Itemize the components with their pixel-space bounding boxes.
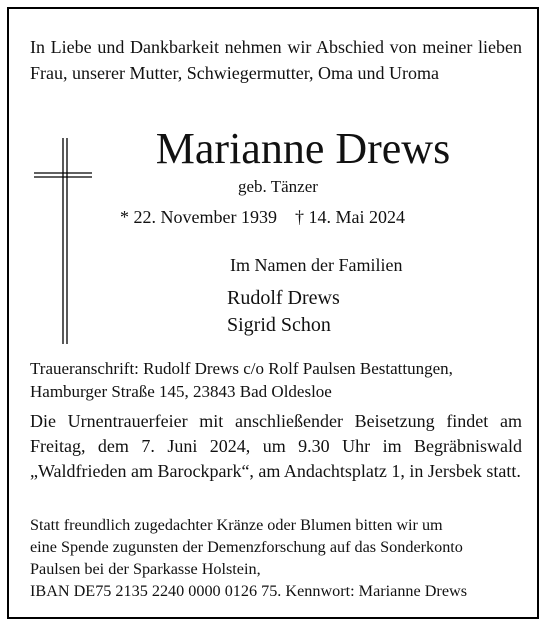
birth-date: * 22. November 1939 xyxy=(120,207,277,227)
intro-text: In Liebe und Dankbarkeit nehmen wir Abschied von meiner lieben Frau, unserer Mutter, Schwiegermutter, Oma und Uroma xyxy=(30,37,522,83)
life-dates xyxy=(120,207,405,228)
donation-line: IBAN DE75 2135 2240 0000 0126 75. Kennwort: Marianne Drews xyxy=(30,582,467,600)
mourning-address xyxy=(30,357,453,403)
donation-text xyxy=(30,514,522,602)
family-member: Sigrid Schon xyxy=(227,314,331,336)
family-intro: Im Namen der Familien xyxy=(230,255,403,275)
deceased-name-text: Marianne Drews xyxy=(155,124,451,173)
death-date: † 14. Mai 2024 xyxy=(294,207,405,227)
family-member: Rudolf Drews xyxy=(227,287,340,309)
donation-line: Paulsen bei der Sparkasse Holstein, xyxy=(30,560,261,578)
ceremony-text: Die Urnentrauerfeier mit anschließender Beisetzung findet am Freitag, dem 7. Juni 2024, um 9.30 Uhr im Begräbniswald „Waldfrieden am Barockpark“, am Andachtsplatz 1, in Jersbek statt. xyxy=(30,411,522,481)
donation-line: Statt freundlich zugedachter Kränze oder Blumen bitten wir um xyxy=(30,516,443,534)
birth-name: geb. Tänzer xyxy=(238,177,318,196)
address-line: Hamburger Straße 145, 23843 Bad Oldesloe xyxy=(30,382,332,401)
family-members xyxy=(227,285,340,339)
cross-icon xyxy=(34,138,92,344)
donation-line: eine Spende zugunsten der Demenzforschung auf das Sonderkonto xyxy=(30,538,463,556)
address-line: Traueranschrift: Rudolf Drews c/o Rolf Paulsen Bestattungen, xyxy=(30,359,453,378)
